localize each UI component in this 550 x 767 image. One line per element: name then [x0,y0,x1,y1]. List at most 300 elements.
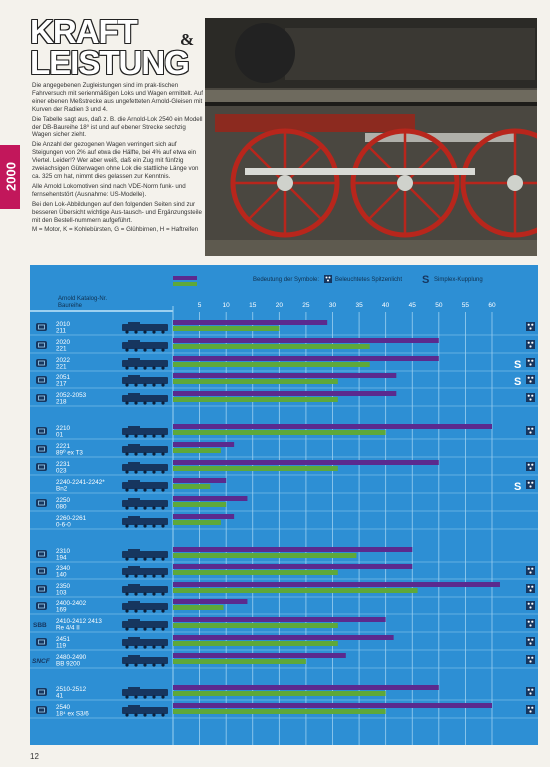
legend-heading: Bedeutung der Symbole: [253,277,320,283]
locomotive-wheel [143,488,146,491]
locomotive-wheel [143,348,146,351]
locomotive-wheel [125,452,128,455]
locomotive-wheel [143,434,146,437]
light-dot [528,657,530,659]
locomotive-wheel [125,348,128,351]
light-icon [526,393,535,402]
locomotive-wheel [143,524,146,527]
locomotive-wheel [152,452,155,455]
locomotive-wheel [134,592,137,595]
locomotive-wheel [152,434,155,437]
table-row [36,685,535,700]
locomotive-icon [122,377,168,384]
bar-grade [173,448,221,453]
table-row [33,617,535,632]
locomotive-wheel [125,470,128,473]
title-leistung: LEISTUNG [30,44,189,81]
db-logo-icon [36,688,47,696]
bar-grade [173,397,338,402]
light-dot [528,324,530,326]
light-dot [531,621,533,623]
light-icon [526,358,535,367]
locomotive-wheel [143,452,146,455]
bar-flat [173,496,247,501]
locomotive-wheel [143,330,146,333]
locomotive-wheel [134,488,137,491]
locomotive-cab [128,705,140,708]
locomotive-cab [128,516,140,519]
bar-grade [173,709,386,714]
series-label: 023 [56,467,67,475]
locomotive-wheel [152,348,155,351]
series-label: Re 4/4 II [56,624,80,632]
legend-simplex-label: Simplex-Kupplung [434,277,483,283]
light-dot [531,568,533,570]
locomotive-icon [122,518,168,525]
header-rule [30,310,173,312]
table-row [36,424,535,439]
catalog-number: 2010 [56,321,71,328]
light-dot [528,342,530,344]
simplex-icon: S [514,376,522,388]
locomotive-wheel [125,695,128,698]
tick-label: 30 [328,302,337,309]
bar-flat [173,320,327,325]
locomotive-wheel [161,663,164,666]
catalog-number: 2480-2490 [56,654,87,661]
table-row [36,442,234,457]
sncf-logo-icon: SNCF [32,658,50,665]
bar-grade [173,484,210,489]
locomotive-wheel [134,524,137,527]
locomotive-wheel [134,434,137,437]
catalog-number: 2051 [56,374,71,381]
locomotive-wheel [161,383,164,386]
catalog-number: 2510-2512 [56,686,87,693]
series-label: 218 [56,398,67,406]
locomotive-icon [122,586,168,593]
catalog-number: 2231 [56,461,71,468]
locomotive-icon [122,639,168,646]
bar-grade [173,623,338,628]
data-rows [32,320,535,718]
catalog-number: 2410-2412 2413 [56,618,102,625]
locomotive-wheel [161,470,164,473]
series-label: 41 [56,692,64,700]
bar-flat [173,514,234,519]
tick-labels [198,302,496,309]
locomotive-wheel [152,609,155,612]
tick-label: 20 [275,302,283,309]
table-row [36,338,535,353]
locomotive-icon [122,482,168,489]
db-logo-icon [36,394,47,402]
locomotive-cab [128,358,140,361]
locomotive-icon [122,446,168,453]
locomotive-icon [122,324,168,331]
locomotive-wheel [152,627,155,630]
locomotive-wheel [152,383,155,386]
series-label: Bn2 [56,485,68,493]
locomotive-wheel [134,609,137,612]
light-symbol-icon [324,275,332,283]
locomotive-icon [122,395,168,402]
light-dot [528,360,530,362]
locomotive-wheel [161,557,164,560]
bar-flat [173,356,439,361]
locomotive-wheel [143,645,146,648]
locomotive-wheel [134,366,137,369]
light-dot [529,345,531,347]
bar-flat [173,564,412,569]
legend-light-label: Beleuchtetes Spitzenlicht [335,277,403,283]
light-icon [526,584,535,593]
simplex-icon: S [514,359,522,371]
light-icon [526,322,535,331]
light-icon [526,637,535,646]
series-label: 217 [56,380,67,388]
light-dot [529,571,531,573]
light-icon [526,687,535,696]
light-dot [528,621,530,623]
locomotive-wheel [152,695,155,698]
locomotive-wheel [143,506,146,509]
db-logo-icon [36,445,47,453]
tick-label: 55 [461,302,470,309]
light-dot [531,689,533,691]
table-row [36,703,535,718]
light-dot [528,428,530,430]
bar-flat [173,547,412,552]
intro-paragraph: Die Tabelle sagt aus, daß z. B. die Arnold-Lok 2540 ein Modell der DB-Baureihe 18⁰ ist und auf ebener Strecke sechzig Wagen sicher zieht. [32,115,203,139]
chart-canvas [30,265,538,745]
series-label: BB 9200 [56,660,81,668]
catalog-number: 2260-2261 [56,515,87,522]
title-ampersand: & [180,30,195,49]
locomotive-wheel [152,592,155,595]
locomotive-wheel [125,506,128,509]
tick-label: 40 [382,302,390,309]
locomotive-wheel [125,488,128,491]
locomotive-wheel [152,574,155,577]
series-label: 119 [56,642,67,650]
locomotive-cab [128,375,140,378]
catalog-number: 2540 [56,704,71,711]
bar-grade [173,344,370,349]
table-row [36,460,535,475]
tick-label: 5 [197,302,202,309]
bar-grade [173,691,386,696]
locomotive-wheel [134,663,137,666]
locomotive-icon [122,360,168,367]
light-dot [531,586,533,588]
locomotive-icon [122,342,168,349]
locomotive-wheel [161,452,164,455]
intro-paragraph: M = Motor, K = Kohlebürsten, G = Glühbirnen, H = Haftreifen [32,226,199,234]
locomotive-wheel [125,592,128,595]
locomotive-wheel [134,348,137,351]
locomotive-cab [128,549,140,552]
series-label: 0-6-0 [56,521,71,529]
light-dot [531,360,533,362]
bar-flat [173,703,492,708]
tick-label: 25 [302,302,310,309]
locomotive-cab [128,601,140,604]
locomotive-wheel [143,663,146,666]
intro-paragraph: Die angegebenen Zugleistungen sind im prak-tischen Fahrversuch mit serienmäßigen Loks und Wagen ermittelt. Auf einer ebenen Meßstrecke aus ungefetteten Arnold-Gleisen mit Kurven der Radien 3 und 4. [32,82,204,113]
bar-grade [173,553,356,558]
bar-grade [173,588,418,593]
db-logo-icon [36,585,47,593]
table-row [36,564,535,579]
series-label: 169 [56,606,67,614]
db-logo-icon [36,323,47,331]
bar-grade [173,379,338,384]
locomotive-cab [128,566,140,569]
light-dot [529,398,531,400]
locomotive-wheel [134,470,137,473]
locomotive-wheel [152,401,155,404]
light-dot [528,482,530,484]
light-dot [529,380,531,382]
bar-flat [173,442,234,447]
locomotive-wheel [134,627,137,630]
section-tab [0,145,20,209]
light-icon [526,566,535,575]
locomotive-wheel [143,695,146,698]
table-row [36,391,535,406]
tick-label: 45 [408,302,416,309]
locomotive-wheel [161,609,164,612]
locomotive-wheels-illustration [205,18,537,256]
tick-label: 60 [488,302,496,309]
light-dot [529,642,531,644]
locomotive-cab [128,619,140,622]
light-dot [529,660,531,662]
locomotive-wheel [152,366,155,369]
intro-paragraph: Die Anzahl der gezogenen Wagen verringert sich auf Steigungen von 2% auf etwa die Hälfte, bei 4% auf etwa ein Viertel. Leider!? Wer aber weiß, daß ein Zug mit fünfzig zweiachsigen Güterwagen ohne Lok die stattliche Länge von ca. 325 cm hat, nimmt dies gelassen zur Kenntnis. [32,141,199,180]
light-dot [528,568,530,570]
locomotive-wheel [125,330,128,333]
locomotive-wheel [143,470,146,473]
bar-grade [173,326,279,331]
db-logo-icon [36,376,47,384]
locomotive-cab [128,687,140,690]
bar-grade [173,659,306,664]
light-dot [529,363,531,365]
locomotive-wheel [143,383,146,386]
locomotive-wheel [161,434,164,437]
locomotive-wheel [143,401,146,404]
locomotive-wheel [125,609,128,612]
light-dot [531,603,533,605]
locomotive-wheel [161,366,164,369]
light-dot [529,710,531,712]
light-dot [531,707,533,709]
locomotive-wheel [143,574,146,577]
locomotive-cab [128,393,140,396]
locomotive-wheel [152,470,155,473]
locomotive-icon [122,657,168,664]
bar-flat [173,424,492,429]
catalog-number: 2250 [56,497,71,504]
locomotive-wheel [161,627,164,630]
tick-label: 10 [222,302,230,309]
light-dot [528,586,530,588]
locomotive-wheel [143,592,146,595]
light-dot [528,639,530,641]
light-dot [528,395,530,397]
catalog-number: 2350 [56,583,71,590]
light-dot [529,431,531,433]
bar-flat [173,685,439,690]
bar-flat [173,373,396,378]
locomotive-cab [128,498,140,501]
series-label: 103 [56,589,67,597]
bar-flat [173,599,247,604]
catalog-number: 2340 [56,565,71,572]
locomotive-wheel [161,401,164,404]
locomotive-cab [128,655,140,658]
locomotive-icon [122,500,168,507]
table-row [36,547,412,562]
db-logo-icon [36,359,47,367]
locomotive-wheel [125,713,128,716]
page-number: 12 [30,752,39,761]
locomotive-cab [128,340,140,343]
pulling-power-chart [30,265,538,745]
locomotive-cab [128,444,140,447]
light-icon [526,462,535,471]
table-row [56,514,234,529]
bar-flat [173,338,439,343]
legend-swatch-flat [173,276,197,280]
locomotive-wheel [134,574,137,577]
intro-paragraph: Bei den Lok-Abbildungen auf den folgenden Seiten sind zur besseren Übersicht wichtige Aus-tausch- und Ergänzungsteile mit den Bestell-nummern aufgeführt. [32,200,202,224]
bar-flat [173,635,394,640]
locomotive-wheel [152,645,155,648]
catalog-number: 2210 [56,425,71,432]
light-dot [529,692,531,694]
locomotive-wheel [161,713,164,716]
light-icon [526,655,535,664]
light-dot [531,464,533,466]
sbb-logo-icon: SBB [33,622,47,629]
light-dot [528,377,530,379]
locomotive-wheel [143,366,146,369]
light-icon [526,375,535,384]
series-label: 080 [56,503,67,511]
locomotive-wheel [125,434,128,437]
bar-grade [173,362,370,367]
series-label: 89⁰ ex T3 [56,449,83,457]
locomotive-wheel [152,488,155,491]
locomotive-cab [128,322,140,325]
light-dot [531,428,533,430]
table-row [36,635,535,650]
locomotive-icon [122,621,168,628]
locomotive-wheel [125,627,128,630]
locomotive-wheel [134,645,137,648]
light-dot [528,603,530,605]
locomotive-cab [128,584,140,587]
table-row [36,599,535,614]
series-label: 194 [56,554,67,562]
bar-flat [173,460,439,465]
table-row [36,582,535,597]
light-icon [526,480,535,489]
locomotive-wheel [152,524,155,527]
locomotive-wheel [152,713,155,716]
locomotive-cab [128,637,140,640]
db-logo-icon [36,602,47,610]
locomotive-wheel [134,383,137,386]
table-row [56,478,535,493]
locomotive-wheel [152,506,155,509]
intro-text [32,82,204,236]
bar-grade [173,520,221,525]
light-dot [529,485,531,487]
bar-flat [173,391,396,396]
series-label: 140 [56,571,67,579]
locomotive-wheel [125,524,128,527]
bar-grade [173,641,338,646]
legend-swatch-grade [173,282,197,286]
light-dot [528,707,530,709]
locomotive-wheel [125,663,128,666]
light-dot [529,327,531,329]
db-logo-icon [36,638,47,646]
light-dot [531,657,533,659]
series-label: 221 [56,363,67,371]
table-row [36,496,247,511]
tick-label: 35 [355,302,363,309]
locomotive-wheel [125,574,128,577]
locomotive-wheel [152,330,155,333]
db-logo-icon [36,706,47,714]
locomotive-wheel [161,506,164,509]
title-kraft: KRAFT [30,13,137,50]
light-dot [529,624,531,626]
locomotive-icon [122,428,168,435]
table-row [32,653,535,668]
catalog-number: 2022 [56,357,71,364]
locomotive-wheels-photo [205,18,537,256]
locomotive-wheel [125,383,128,386]
bar-grade [173,605,224,610]
locomotive-icon [122,707,168,714]
locomotive-wheel [134,452,137,455]
locomotive-wheel [161,330,164,333]
locomotive-icon [122,464,168,471]
series-label: 18⁴ ex S3/6 [56,710,89,718]
header-katalog: Arnold Katalog-Nr. [58,296,108,302]
simplex-symbol-icon: S [422,274,430,286]
locomotive-wheel [125,366,128,369]
light-icon [526,340,535,349]
locomotive-wheel [134,506,137,509]
header-baureihe: Baureihe [58,303,83,309]
locomotive-cab [128,426,140,429]
bar-grade [173,502,226,507]
light-icon [526,619,535,628]
catalog-number: 2400-2402 [56,600,87,607]
light-dot [531,639,533,641]
locomotive-cab [128,462,140,465]
series-label: 221 [56,345,67,353]
locomotive-wheel [161,695,164,698]
bar-grade [173,430,386,435]
